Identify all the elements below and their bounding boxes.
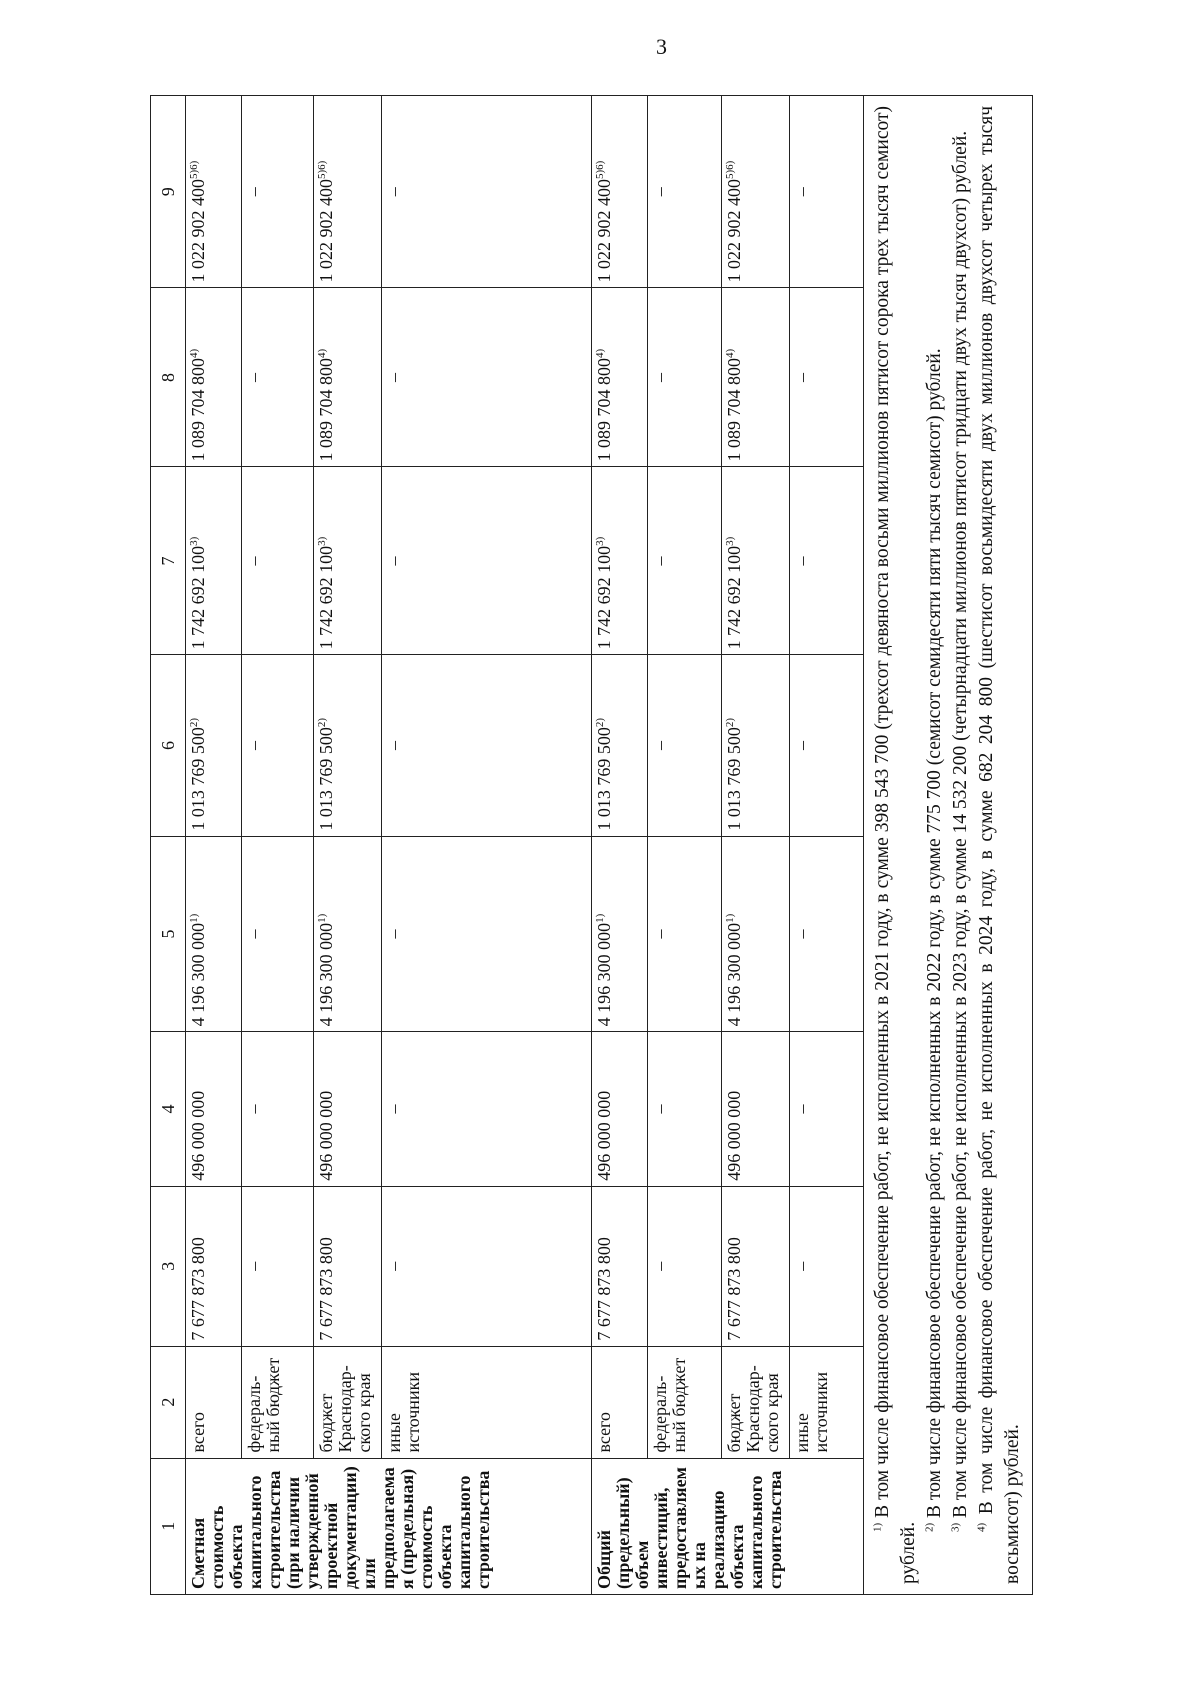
value-cell: 7 677 873 800 (722, 1186, 790, 1346)
value-cell: 1 742 692 100$^{3)}$ (314, 467, 382, 655)
value-cell: – (382, 467, 592, 655)
value-cell: 1 022 902 $400^{5)6)}$ (592, 96, 648, 288)
value-cell: 7 677 873 800 (186, 1186, 242, 1346)
footnote: $^{1)}$ В том числе финансовое обеспечение работ, не исполненных в 2021 году, в сумме 398 543 700 (трехсот девяноста восьми миллионов пятисот сорока трех тысяч семисот) рублей. (871, 106, 919, 1584)
value-cell: 1 089 704 800$^{4)}$ (314, 288, 382, 467)
value-cell: – (790, 96, 864, 288)
header-cell: 7 (151, 467, 186, 655)
value-cell: – (648, 836, 722, 1032)
header-cell: 9 (151, 96, 186, 288)
value-cell: 7 677 873 800 (314, 1186, 382, 1346)
value-cell: 496 000 000 (722, 1032, 790, 1186)
value-cell: 1 013 769 500$^{2)}$ (314, 655, 382, 836)
value-cell: – (242, 836, 314, 1032)
value-cell: 1 022 902 $400^{5)6)}$ (314, 96, 382, 288)
header-cell: 3 (151, 1186, 186, 1346)
value-cell: 4 196 300 000$^{1)}$ (186, 836, 242, 1032)
value-cell: – (382, 836, 592, 1032)
source-cell: бюджет Краснодар-ского края (314, 1346, 382, 1458)
value-cell: – (382, 96, 592, 288)
source-cell: федераль-ный бюджет (648, 1346, 722, 1458)
value-cell: – (790, 836, 864, 1032)
footnote: $^{3)}$ В том числе финансовое обеспечение работ, не исполненных в 2023 году, в сумме 14 532 200 (четырнадцати миллионов пятисот тридцати двух тысяч двухсот) рублей. (949, 130, 971, 1532)
footnote: $^{2)}$ В том числе финансовое обеспечение работ, не исполненных в 2022 году, в сумме 775 700 (семисот семидесяти пяти тысяч семисот) рублей. (923, 348, 945, 1532)
value-cell: 4 196 300 000$^{1)}$ (722, 836, 790, 1032)
value-cell: – (242, 1032, 314, 1186)
value-cell: – (648, 1032, 722, 1186)
table-row (314, 96, 382, 1595)
value-cell: – (648, 467, 722, 655)
header-cell: 6 (151, 655, 186, 836)
value-cell: 1 742 692 100$^{3)}$ (592, 467, 648, 655)
rotated-content (150, 95, 1150, 1595)
value-cell: – (790, 1186, 864, 1346)
row-group-label: Общий (предельный) объем инвестиций, предоставляемых на реализацию объекта капитального строительства (592, 1458, 864, 1594)
table-row (382, 96, 592, 1595)
value-cell: – (648, 288, 722, 467)
source-cell: федераль-ный бюджет (242, 1346, 314, 1458)
value-cell: 4 196 300 000$^{1)}$ (314, 836, 382, 1032)
value-cell: – (648, 1186, 722, 1346)
source-cell: всего (592, 1346, 648, 1458)
value-cell: – (790, 288, 864, 467)
value-cell: 1 089 704 800$^{4)}$ (592, 288, 648, 467)
value-cell: – (382, 1032, 592, 1186)
header-cell: 1 (151, 1458, 186, 1594)
table-row (242, 96, 314, 1595)
value-cell: – (242, 467, 314, 655)
value-cell: 496 000 000 (314, 1032, 382, 1186)
source-cell: бюджет Краснодар-ского края (722, 1346, 790, 1458)
value-cell: – (790, 1032, 864, 1186)
source-cell: иные источники (382, 1346, 592, 1458)
table-row (186, 96, 242, 1595)
value-cell: – (242, 1186, 314, 1346)
value-cell: 1 013 769 500$^{2)}$ (592, 655, 648, 836)
header-cell: 5 (151, 836, 186, 1032)
value-cell: – (382, 288, 592, 467)
value-cell: – (648, 655, 722, 836)
value-cell: 1 089 704 800$^{4)}$ (186, 288, 242, 467)
table-row (648, 96, 722, 1595)
header-row (151, 96, 186, 1595)
value-cell: – (382, 1186, 592, 1346)
value-cell: 7 677 873 800 (592, 1186, 648, 1346)
investment-table (150, 95, 864, 1595)
value-cell: – (242, 655, 314, 836)
header-cell: 4 (151, 1032, 186, 1186)
value-cell: – (242, 288, 314, 467)
header-cell: 8 (151, 288, 186, 467)
value-cell: 1 013 769 500$^{2)}$ (722, 655, 790, 836)
footnote: $^{4)}$ В том числе финансовое обеспечение работ, не исполненных в 2024 году, в сумме 682 204 800 (шестисот восьмидесяти двух миллионов двухсот четырех тысяч восьмисот) рублей. (975, 106, 1023, 1584)
value-cell: 1 013 769 500$^{2)}$ (186, 655, 242, 836)
value-cell: – (790, 655, 864, 836)
value-cell: 4 196 300 000$^{1)}$ (592, 836, 648, 1032)
value-cell: – (648, 96, 722, 288)
value-cell: 1 022 902 $400^{5)6)}$ (186, 96, 242, 288)
value-cell: 1 742 692 100$^{3)}$ (186, 467, 242, 655)
value-cell: 1 089 704 800$^{4)}$ (722, 288, 790, 467)
footnotes (864, 95, 1033, 1595)
value-cell: – (790, 467, 864, 655)
table-row (722, 96, 790, 1595)
value-cell: 496 000 000 (186, 1032, 242, 1186)
source-cell: иные источники (790, 1346, 864, 1458)
page-number: 3 (656, 34, 667, 59)
value-cell: 1 742 692 100$^{3)}$ (722, 467, 790, 655)
table-row (592, 96, 648, 1595)
header-cell: 2 (151, 1346, 186, 1458)
source-cell: всего (186, 1346, 242, 1458)
table-row (790, 96, 864, 1595)
value-cell: 1 022 902 $400^{5)6)}$ (722, 96, 790, 288)
value-cell: – (242, 96, 314, 288)
value-cell: – (382, 655, 592, 836)
value-cell: 496 000 000 (592, 1032, 648, 1186)
row-group-label: Сметная стоимость объекта капитального строительства (при наличии утвержденной проектной документации) или предполагаемая (предельная) стоимость объекта капитального строительства (186, 1458, 592, 1594)
